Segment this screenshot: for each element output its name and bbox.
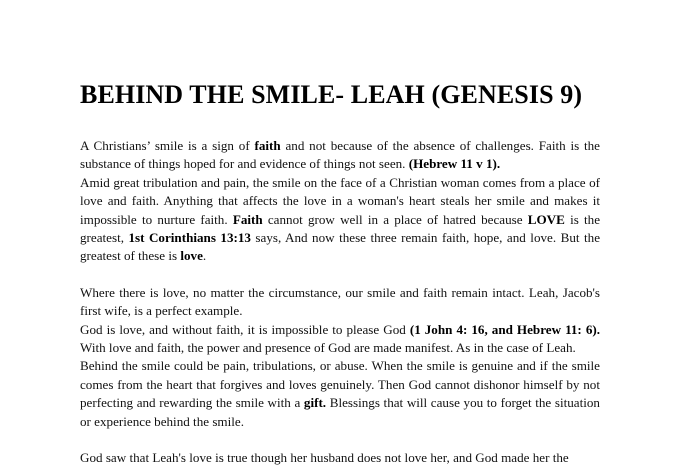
text-run: Behind the smile could be pain, tribulations, or abuse. When the smile is genuine and if the smile comes from the heart that forgives and loves genuinely. Then God cannot dishonor himself by not perfecting and rewarding the smile with a xyxy=(80,358,600,411)
bold-text: gift. xyxy=(303,395,327,411)
text-run: is the greatest, xyxy=(80,211,600,246)
text-run: says, And now these three remain faith, hope, and love. But the greatest of these is xyxy=(80,230,601,264)
text-run: cannot grow well in a place of hatred because xyxy=(262,211,528,227)
paragraph-p1 xyxy=(80,137,600,174)
bold-text: (1 John 4: 16, and Hebrew 11: 6). xyxy=(409,321,601,337)
text-run: God saw that Leah's love is true though her husband does not love her, and God made her the xyxy=(80,450,569,466)
document-title: BEHIND THE SMILE- LEAH (GENESIS 9) xyxy=(80,80,583,109)
bold-text: faith xyxy=(254,138,281,153)
text-run: Blessings that will cause you to forget the situation or experience behind the smile. xyxy=(80,395,600,429)
paragraph-gap xyxy=(80,266,600,284)
document-body xyxy=(80,137,600,468)
paragraph-p6 xyxy=(80,449,600,467)
bold-text: LOVE xyxy=(527,211,565,227)
text-run: A Christians’ smile is a sign of xyxy=(80,138,255,153)
bold-text: Faith xyxy=(232,211,263,227)
paragraph-p2 xyxy=(80,174,600,266)
bold-text: (Hebrew 11 v 1). xyxy=(408,156,501,172)
text-run: and not because of the absence of challenges. Faith is the substance of things hoped for and evidence of things not seen. xyxy=(80,138,600,172)
paragraph-p4 xyxy=(80,321,600,358)
paragraph-p5 xyxy=(80,357,600,431)
text-run: . xyxy=(202,248,207,264)
paragraph-p3 xyxy=(80,284,600,321)
bold-text: love xyxy=(180,248,203,264)
text-run: Where there is love, no matter the circumstance, our smile and faith remain intact. Leah, Jacob's first wife, is a perfect example. xyxy=(80,284,600,319)
bold-text: 1st Corinthians 13:13 xyxy=(128,230,251,246)
text-run: God is love, and without faith, it is impossible to please God xyxy=(80,321,410,337)
text-run: Amid great tribulation and pain, the smile on the face of a Christian woman comes from a place of love and faith. Anything that affects the love in a woman's heart steals her smile and makes it impossible to nurture faith. xyxy=(80,174,600,227)
paragraph-gap xyxy=(80,431,600,449)
text-run: With love and faith, the power and presence of God are made manifest. As in the case of Leah. xyxy=(80,340,576,356)
